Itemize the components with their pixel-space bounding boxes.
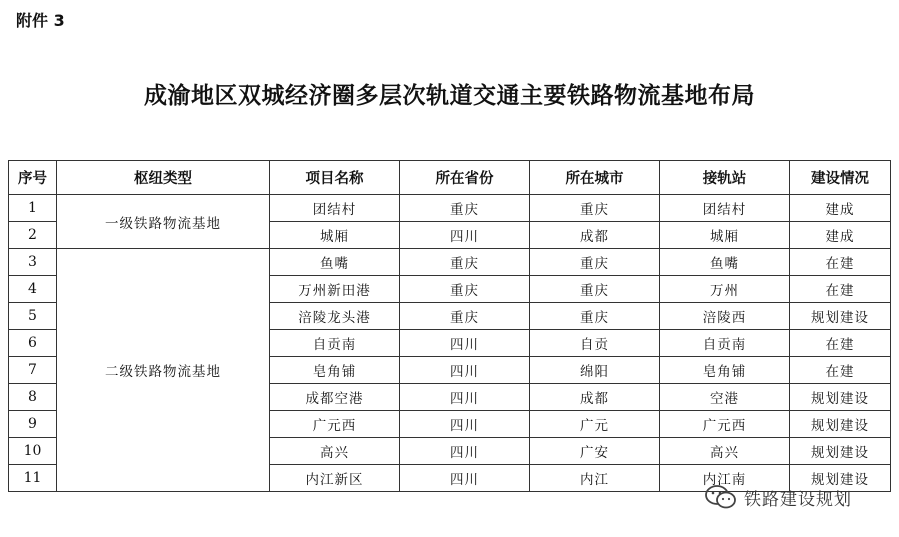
attachment-label: 附件 3: [16, 11, 65, 30]
cell-province: 四川: [400, 438, 530, 465]
header-construction-status: 建设情况: [790, 161, 891, 195]
header-province: 所在省份: [400, 161, 530, 195]
cell-construction-status: 规划建设: [790, 465, 891, 492]
cell-construction-status: 在建: [790, 330, 891, 357]
cell-construction-status: 建成: [790, 222, 891, 249]
cell-construction-status: 在建: [790, 276, 891, 303]
header-city: 所在城市: [530, 161, 660, 195]
cell-connecting-station: 团结村: [660, 195, 790, 222]
cell-connecting-station: 自贡南: [660, 330, 790, 357]
header-connecting-station: 接轨站: [660, 161, 790, 195]
logistics-base-table: [8, 160, 891, 492]
cell-construction-status: 在建: [790, 357, 891, 384]
cell-project-name: 万州新田港: [270, 276, 400, 303]
cell-city: 重庆: [530, 303, 660, 330]
cell-project-name: 皂角铺: [270, 357, 400, 384]
table-header-row: [9, 161, 891, 195]
cell-province: 四川: [400, 465, 530, 492]
cell-city: 广元: [530, 411, 660, 438]
cell-index: 7: [9, 357, 57, 384]
cell-city: 绵阳: [530, 357, 660, 384]
table-row: [9, 249, 891, 276]
cell-connecting-station: 万州: [660, 276, 790, 303]
cell-province: 四川: [400, 357, 530, 384]
cell-construction-status: 规划建设: [790, 303, 891, 330]
wechat-icon: [704, 484, 738, 510]
cell-construction-status: 建成: [790, 195, 891, 222]
cell-city: 重庆: [530, 249, 660, 276]
cell-connecting-station: 城厢: [660, 222, 790, 249]
cell-province: 四川: [400, 330, 530, 357]
cell-city: 内江: [530, 465, 660, 492]
cell-project-name: 成都空港: [270, 384, 400, 411]
cell-connecting-station: 内江南: [660, 465, 790, 492]
cell-province: 四川: [400, 222, 530, 249]
cell-index: 3: [9, 249, 57, 276]
cell-index: 9: [9, 411, 57, 438]
cell-province: 重庆: [400, 276, 530, 303]
cell-index: 1: [9, 195, 57, 222]
cell-connecting-station: 涪陵西: [660, 303, 790, 330]
document-title: 成渝地区双城经济圈多层次轨道交通主要铁路物流基地布局: [144, 82, 755, 109]
cell-construction-status: 规划建设: [790, 411, 891, 438]
cell-index: 11: [9, 465, 57, 492]
cell-project-name: 广元西: [270, 411, 400, 438]
cell-hub-type: 一级铁路物流基地: [57, 195, 270, 249]
cell-connecting-station: 高兴: [660, 438, 790, 465]
cell-index: 8: [9, 384, 57, 411]
cell-city: 成都: [530, 384, 660, 411]
cell-project-name: 自贡南: [270, 330, 400, 357]
cell-connecting-station: 广元西: [660, 411, 790, 438]
cell-hub-type: 二级铁路物流基地: [57, 249, 270, 492]
watermark-text: 铁路建设规划: [744, 489, 852, 510]
cell-construction-status: 在建: [790, 249, 891, 276]
cell-city: 成都: [530, 222, 660, 249]
table-row: [9, 195, 891, 222]
cell-province: 重庆: [400, 249, 530, 276]
cell-connecting-station: 鱼嘴: [660, 249, 790, 276]
header-project-name: 项目名称: [270, 161, 400, 195]
cell-province: 四川: [400, 411, 530, 438]
cell-project-name: 高兴: [270, 438, 400, 465]
cell-province: 重庆: [400, 195, 530, 222]
table-body: [9, 195, 891, 492]
cell-province: 重庆: [400, 303, 530, 330]
cell-province: 四川: [400, 384, 530, 411]
cell-city: 重庆: [530, 276, 660, 303]
header-hub-type: 枢纽类型: [57, 161, 270, 195]
cell-city: 重庆: [530, 195, 660, 222]
cell-city: 自贡: [530, 330, 660, 357]
watermark: [704, 484, 852, 510]
cell-index: 10: [9, 438, 57, 465]
cell-project-name: 团结村: [270, 195, 400, 222]
cell-connecting-station: 空港: [660, 384, 790, 411]
cell-city: 广安: [530, 438, 660, 465]
cell-project-name: 涪陵龙头港: [270, 303, 400, 330]
cell-connecting-station: 皂角铺: [660, 357, 790, 384]
cell-project-name: 内江新区: [270, 465, 400, 492]
cell-index: 2: [9, 222, 57, 249]
cell-index: 4: [9, 276, 57, 303]
cell-project-name: 鱼嘴: [270, 249, 400, 276]
cell-index: 5: [9, 303, 57, 330]
cell-construction-status: 规划建设: [790, 438, 891, 465]
cell-project-name: 城厢: [270, 222, 400, 249]
cell-construction-status: 规划建设: [790, 384, 891, 411]
cell-index: 6: [9, 330, 57, 357]
header-index: 序号: [9, 161, 57, 195]
